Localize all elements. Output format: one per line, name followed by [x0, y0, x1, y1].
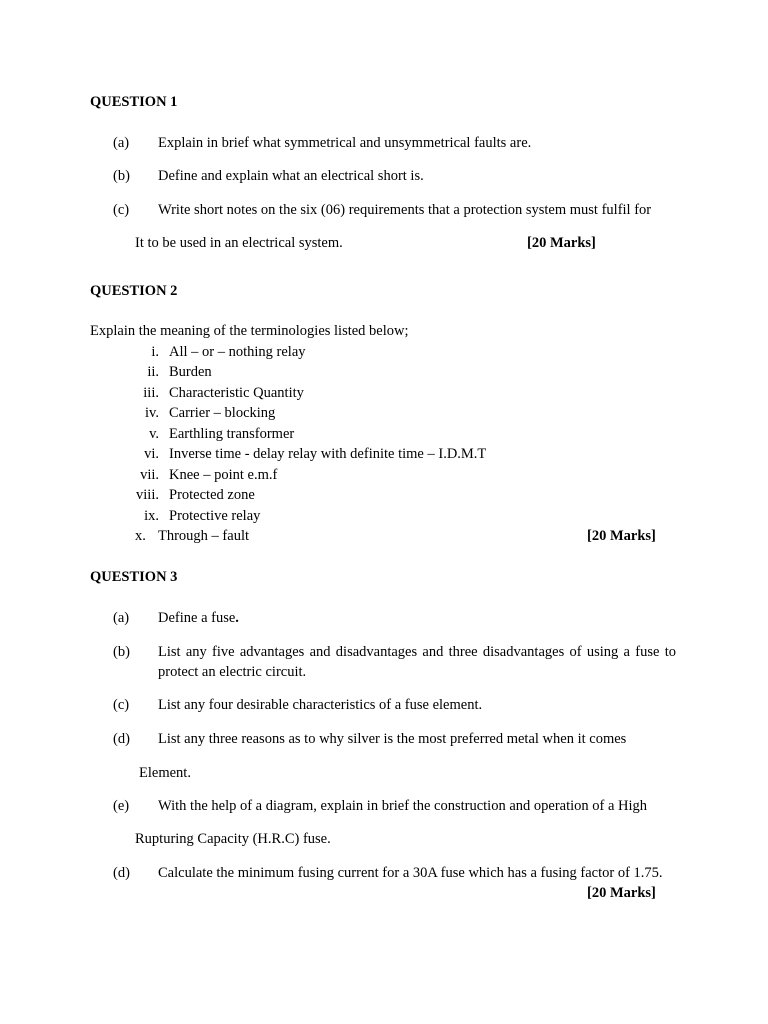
- question-3-heading: QUESTION 3: [90, 569, 178, 585]
- q1-c-label: (c): [113, 202, 130, 218]
- q3-d-continuation: Element.: [139, 765, 191, 781]
- q2-item-9-num: ix.: [144, 508, 159, 524]
- q3-e-text: With the help of a diagram, explain in brief the construction and operation of a High: [158, 798, 648, 814]
- q3-d-text: List any three reasons as to why silver is the most preferred metal when it comes: [158, 731, 627, 747]
- q3-a-text-main: Define a fuse: [158, 610, 236, 626]
- q2-item-10-text: Through – fault: [158, 528, 250, 544]
- q1-a-text: Explain in brief what symmetrical and unsymmetrical faults are.: [158, 135, 532, 151]
- q3-d-label: (d): [113, 731, 130, 747]
- q3-d2-label: (d): [113, 865, 130, 881]
- q2-item-8-text: Protected zone: [169, 487, 255, 503]
- q3-marks: [20 Marks]: [587, 885, 656, 901]
- q3-e-label: (e): [113, 798, 130, 814]
- q2-intro: Explain the meaning of the terminologies listed below;: [90, 323, 409, 339]
- q2-item-8-num: viii.: [136, 487, 159, 503]
- q2-item-6-text: Inverse time - delay relay with definite time – I.D.M.T: [169, 446, 487, 462]
- q1-b-text: Define and explain what an electrical short is.: [158, 168, 424, 184]
- q2-item-3-text: Characteristic Quantity: [169, 385, 304, 401]
- q2-item-1-text: All – or – nothing relay: [169, 344, 306, 360]
- q2-item-7-num: vii.: [140, 467, 159, 483]
- q2-item-9-text: Protective relay: [169, 508, 261, 524]
- q2-item-5-text: Earthling transformer: [169, 426, 295, 442]
- q2-item-7-text: Knee – point e.m.f: [169, 467, 278, 483]
- q2-item-3-num: iii.: [143, 385, 159, 401]
- q3-b-label: (b): [113, 644, 130, 660]
- q3-a-text: [158, 609, 239, 627]
- question-1-heading: QUESTION 1: [90, 94, 178, 110]
- q2-item-2-text: Burden: [169, 364, 212, 380]
- q3-e-continuation: Rupturing Capacity (H.R.C) fuse.: [135, 831, 331, 847]
- q1-c-text: Write short notes on the six (06) requirements that a protection system must fulfil for: [158, 202, 652, 218]
- q3-a-text-period: .: [235, 610, 239, 626]
- q2-item-4-text: Carrier – blocking: [169, 405, 276, 421]
- q1-b-label: (b): [113, 168, 130, 184]
- q3-c-label: (c): [113, 697, 130, 713]
- q2-item-10-num: x.: [135, 528, 146, 544]
- q3-c-text: List any four desirable characteristics of a fuse element.: [158, 697, 483, 713]
- q1-marks: [20 Marks]: [527, 235, 596, 251]
- q3-d2-text: Calculate the minimum fusing current for a 30A fuse which has a fusing factor of 1.75.: [158, 865, 663, 881]
- q2-item-6-num: vi.: [144, 446, 159, 462]
- q2-item-2-num: ii.: [147, 364, 159, 380]
- q2-item-5-num: v.: [149, 426, 159, 442]
- q2-item-4-num: iv.: [145, 405, 159, 421]
- q1-c-continuation: It to be used in an electrical system.: [135, 235, 343, 251]
- q1-a-label: (a): [113, 135, 130, 151]
- q2-item-1-num: i.: [151, 344, 159, 360]
- question-2-heading: QUESTION 2: [90, 283, 178, 299]
- q3-a-label: (a): [113, 610, 130, 626]
- q2-marks: [20 Marks]: [587, 528, 656, 544]
- q3-b-text: List any five advantages and disadvantages and three disadvantages of using a fuse to protect an electric circuit.: [158, 644, 676, 680]
